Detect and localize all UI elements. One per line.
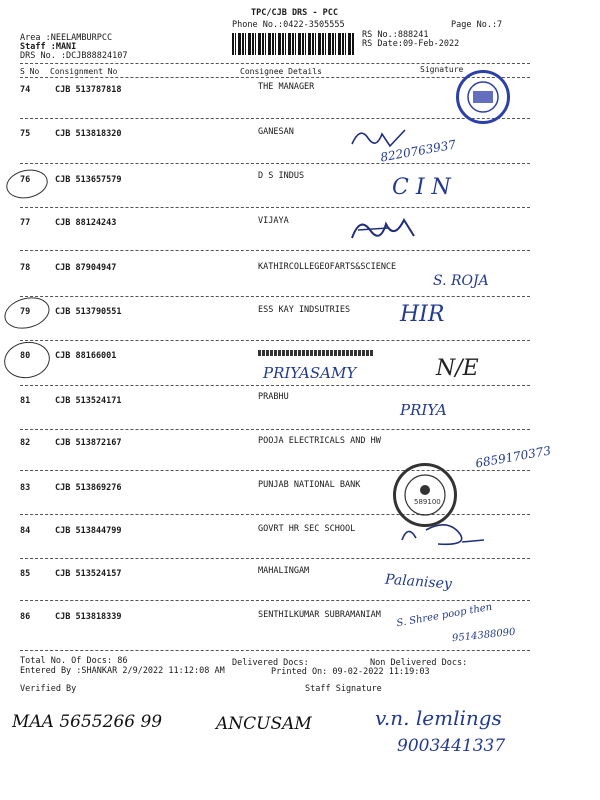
row-divider: [20, 207, 530, 208]
header-divider-bottom: [20, 77, 530, 78]
row-consignment: CJB 87904947: [55, 263, 117, 273]
row-consignee: SENTHILKUMAR SUBRAMANIAM: [258, 610, 381, 620]
total-docs: Total No. Of Docs: 86: [20, 656, 128, 666]
phone-number: Phone No.:0422-3505555: [232, 20, 345, 30]
row-consignee: D S INDUS: [258, 171, 305, 181]
row-consignment: CJB 513524171: [55, 396, 122, 406]
rs-date: RS Date:09-Feb-2022: [362, 39, 460, 49]
col-consignment: Consignment No: [50, 67, 118, 76]
row-sno: 76: [20, 175, 31, 185]
staff-handwritten-phone: 9003441337: [397, 736, 506, 756]
stamp-emblem-icon: [396, 466, 454, 524]
drs-number: DRS No. :DCJB88824107: [20, 51, 128, 61]
printed-on: Printed On: 09-02-2022 11:19:03: [271, 667, 430, 677]
entered-by: Entered By :SHANKAR 2/9/2022 11:12:08 AM: [20, 666, 225, 676]
col-signature: Signature: [420, 65, 464, 74]
row-divider: [20, 650, 530, 651]
row-divider: [20, 600, 530, 601]
staff-signature-label: Staff Signature: [305, 684, 382, 694]
row-signature: PRIYASAMY: [263, 364, 357, 382]
staff-handwritten-signature: v.n. lemlings: [375, 706, 502, 730]
row-divider: [20, 296, 530, 297]
row-consignment: CJB 513869276: [55, 483, 122, 493]
circle-mark: [4, 166, 51, 202]
row-divider: [20, 429, 530, 430]
document-title: TPC/CJB DRS - PCC: [251, 8, 338, 18]
row-sno: 74: [20, 85, 31, 95]
row-sno: 84: [20, 526, 31, 536]
handwritten-ancusam: ANCUSAM: [216, 714, 312, 734]
row-consignee: VIJAYA: [258, 216, 289, 226]
row-consignee: GANESAN: [258, 127, 294, 137]
row-signature: 6859170373: [474, 443, 552, 471]
row-sno: 80: [20, 351, 31, 361]
row-consignment: CJB 513790551: [55, 307, 122, 317]
row-consignee: PUNJAB NATIONAL BANK: [258, 480, 361, 490]
row-consignment: CJB 513872167: [55, 438, 122, 448]
header-divider-top: [20, 63, 530, 64]
row-consignee: ESS KAY INDSUTRIES: [258, 305, 351, 315]
row-consignment: CJB 513657579: [55, 175, 122, 185]
row-divider: [20, 340, 530, 341]
signature-scribble-84: [398, 520, 488, 550]
row-consignment: CJB 513818339: [55, 612, 122, 622]
rs-number: RS No.:888241: [362, 30, 429, 40]
row-consignee: MAHALINGAM: [258, 566, 310, 576]
row-sno: 81: [20, 396, 31, 406]
row-divider: [20, 385, 530, 386]
speed-post-stamp: [456, 70, 510, 124]
row-consignee: GOVRT HR SEC SCHOOL: [258, 524, 356, 534]
row-sno: 75: [20, 129, 31, 139]
non-delivered-docs: Non Delivered Docs:: [370, 658, 468, 668]
stamp-code: 589100: [414, 498, 441, 506]
row-divider: [20, 118, 530, 119]
row-signature: S. Shree poop then: [395, 601, 494, 630]
signature-scribble-77: [348, 210, 418, 246]
delivered-docs: Delivered Docs:: [232, 658, 309, 668]
col-consignee: Consignee Details: [240, 67, 322, 76]
signature-scribble-75: [350, 124, 410, 154]
row-sno: 77: [20, 218, 31, 228]
row-consignee: POOJA ELECTRICALS AND HW: [258, 436, 381, 446]
circle-mark: [1, 338, 53, 381]
row-consignment: CJB 513818320: [55, 129, 122, 139]
col-sno: S No: [20, 67, 40, 76]
area-label: Area :NEELAMBURPCC: [20, 33, 113, 43]
row-sno: 82: [20, 438, 31, 448]
row-divider: [20, 558, 530, 559]
row-consignee: PRABHU: [258, 392, 289, 402]
row-consignee: THE MANAGER: [258, 82, 315, 92]
row-sno: 78: [20, 263, 31, 273]
row-sno: 85: [20, 569, 31, 579]
row-sno: 79: [20, 307, 31, 317]
row-sno: 83: [20, 483, 31, 493]
row-signature: PRIYA: [400, 401, 447, 419]
barcode-image: [232, 33, 354, 55]
pnb-stamp: [393, 463, 457, 527]
row-consignment: CJB 513524157: [55, 569, 122, 579]
verified-by: Verified By: [20, 684, 77, 694]
circle-mark: [1, 293, 53, 334]
row-signature: Palanisey: [384, 571, 453, 593]
row-consignee: KATHIRCOLLEGEOFARTS&SCIENCE: [258, 262, 397, 272]
row-consignment: CJB 513787818: [55, 85, 122, 95]
staff-label: Staff :MANI: [20, 42, 77, 52]
stamp-seal-icon: [459, 73, 507, 121]
row-consignment: CJB 88124243: [55, 218, 117, 228]
row-signature: S. ROJA: [433, 273, 489, 289]
handwritten-maa: MAA 5655266 99: [12, 712, 163, 732]
row-signature-phone: 9514388090: [451, 626, 517, 645]
row-signature-mark: N/E: [436, 356, 479, 381]
row-signature: 8220763937: [379, 137, 457, 165]
row-signature: HIR: [400, 302, 445, 327]
row-signature: C I N: [392, 175, 451, 200]
struck-consignee: [258, 350, 373, 356]
row-consignment: CJB 513844799: [55, 526, 122, 536]
row-divider: [20, 163, 530, 164]
row-sno: 86: [20, 612, 31, 622]
page-number: Page No.:7: [451, 20, 503, 30]
row-consignment: CJB 88166001: [55, 351, 117, 361]
row-divider: [20, 250, 530, 251]
